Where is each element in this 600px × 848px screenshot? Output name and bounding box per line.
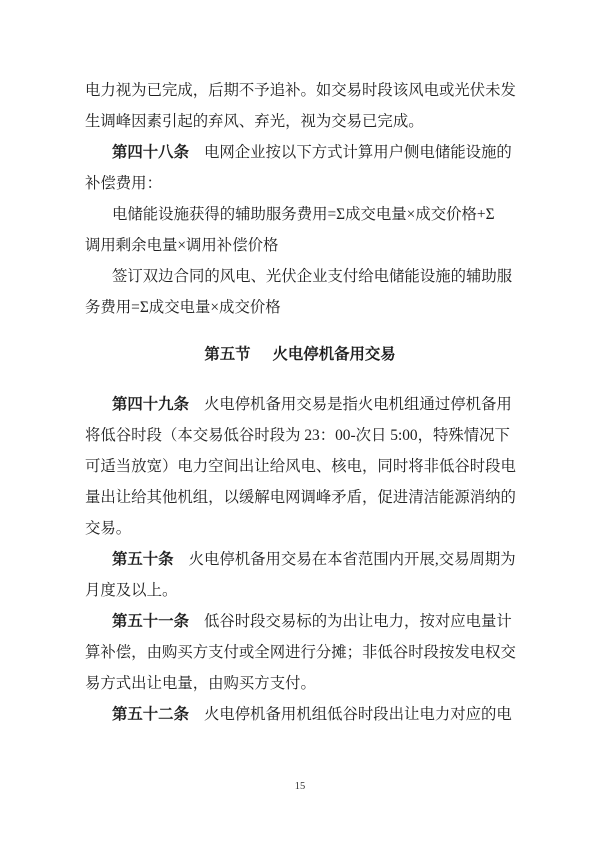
formula-line [85, 292, 515, 323]
body-line [85, 261, 515, 292]
line-text: 电力视为已完成，后期不予追补。如交易时段该风电或光伏未发 [85, 82, 516, 99]
section-heading-label: 第五节 [204, 346, 251, 363]
body-line [85, 168, 515, 199]
body-line-article-49 [85, 389, 515, 420]
line-text: 电储能设施获得的辅助服务费用=Σ成交电量×成交价格+Σ [112, 206, 495, 223]
line-text: 生调峰因素引起的弃风、弃光，视为交易已完成。 [85, 113, 424, 130]
body-line [85, 637, 515, 668]
body-line [85, 668, 515, 699]
line-text: 算补偿，由购买方支付或全网进行分摊；非低谷时段按发电权交 [85, 644, 516, 661]
body-line-article-48 [85, 137, 515, 168]
article-number: 第五十条 [112, 551, 174, 568]
line-text: 务费用=Σ成交电量×成交价格 [85, 299, 281, 316]
line-text: 交易。 [85, 520, 132, 537]
body-line [85, 75, 515, 106]
body-line [85, 106, 515, 137]
text-block [85, 75, 515, 730]
body-line [85, 451, 515, 482]
line-text: 量出让给其他机组，以缓解电网调峰矛盾，促进清洁能源消纳的 [85, 489, 516, 506]
line-text: 月度及以上。 [85, 582, 178, 599]
line-text: 低谷时段交易标的为出让电力，按对应电量计 [203, 613, 512, 630]
body-line [85, 575, 515, 606]
page-number: 15 [294, 781, 306, 792]
formula-line [85, 199, 515, 230]
body-line-article-50 [85, 544, 515, 575]
article-number: 第五十二条 [112, 706, 189, 723]
body-line [85, 420, 515, 451]
line-text: 易方式出让电量，由购买方支付。 [85, 675, 316, 692]
line-text: 调用剩余电量×调用补偿价格 [85, 237, 279, 254]
line-text: 签订双边合同的风电、光伏企业支付给电储能设施的辅助服 [112, 268, 513, 285]
line-text: 可适当放宽）电力空间出让给风电、核电，同时将非低谷时段电 [85, 458, 516, 475]
body-line [85, 482, 515, 513]
line-text: 火电停机备用交易是指火电机组通过停机备用 [203, 396, 512, 413]
line-text: 补偿费用： [85, 175, 162, 192]
section-heading-title: 火电停机备用交易 [272, 346, 396, 363]
section-heading [85, 339, 515, 370]
line-text: 电网企业按以下方式计算用户侧电储能设施的 [203, 144, 512, 161]
article-number: 第四十九条 [112, 396, 189, 413]
body-line [85, 513, 515, 544]
line-text: 将低谷时段（本交易低谷时段为 23：00-次日 5:00，特殊情况下 [85, 427, 510, 444]
line-text: 火电停机备用交易在本省范围内开展,交易周期为 [188, 551, 516, 568]
article-number: 第五十一条 [112, 613, 189, 630]
body-line-article-52 [85, 699, 515, 730]
formula-line [85, 230, 515, 261]
article-number: 第四十八条 [112, 144, 189, 161]
body-line-article-51 [85, 606, 515, 637]
line-text: 火电停机备用机组低谷时段出让电力对应的电 [203, 706, 512, 723]
